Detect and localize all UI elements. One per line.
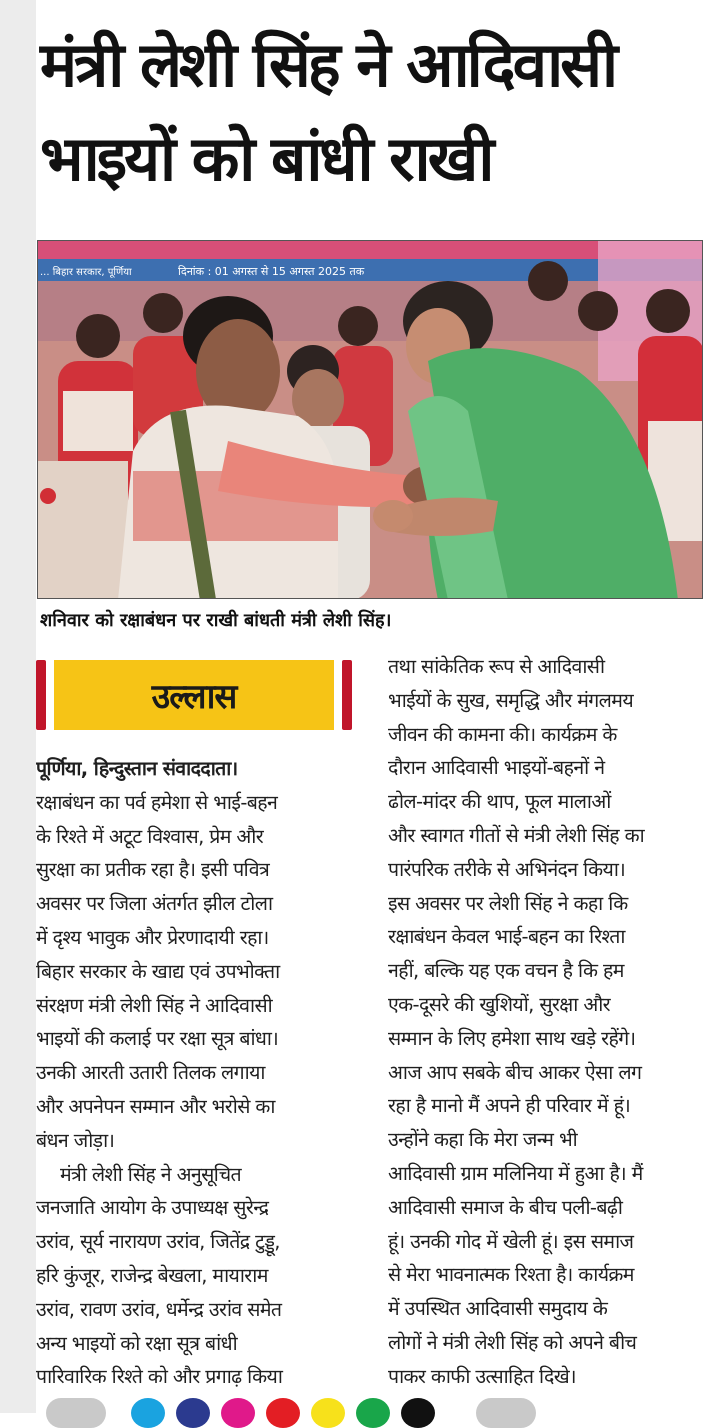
headline-line-1: मंत्री लेशी सिंह ने आदिवासी	[40, 28, 616, 101]
text-line: रक्षाबंधन का पर्व हमेशा से भाई-बहन	[36, 790, 278, 814]
text-line: उन्होंने कहा कि मेरा जन्म भी	[388, 1128, 578, 1152]
text-line: अवसर पर जिला अंतर्गत झील टोला	[36, 892, 273, 916]
section-tag-fill	[54, 660, 334, 730]
text-line: आदिवासी ग्राम मलिनिया में हुआ है। मैं	[388, 1161, 643, 1185]
text-line: आदिवासी समाज के बीच पली-बढ़ी	[388, 1195, 623, 1219]
text-line: एक-दूसरे की खुशियों, सुरक्षा और	[388, 992, 611, 1016]
text-line: के रिश्ते में अटूट विश्वास, प्रेम और	[36, 824, 264, 848]
text-line: हरि कुंजूर, राजेन्द्र बेखला, मायाराम	[36, 1263, 268, 1287]
registration-color-dots	[36, 1398, 722, 1413]
registration-dot	[266, 1398, 300, 1428]
headline-line-2: भाइयों को बांधी राखी	[40, 122, 492, 195]
text-line: सुरक्षा का प्रतीक रहा है। इसी पवित्र	[36, 858, 270, 882]
registration-dot	[356, 1398, 390, 1428]
text-line: उनकी आरती उतारी तिलक लगाया	[36, 1061, 265, 1085]
text-line: लोगों ने मंत्री लेशी सिंह को अपने बीच	[388, 1330, 637, 1354]
registration-dot	[401, 1398, 435, 1428]
registration-dot	[476, 1398, 536, 1428]
text-line: पाकर काफी उत्साहित दिखे।	[388, 1364, 576, 1388]
text-line: और अपनेपन सम्मान और भरोसे का	[36, 1094, 275, 1118]
text-line: नहीं, बल्कि यह एक वचन है कि हम	[388, 959, 624, 983]
article-column-left	[36, 660, 356, 1394]
article-text-right	[388, 650, 704, 1394]
registration-dot	[221, 1398, 255, 1428]
dateline: पूर्णिया, हिन्दुस्तान संवाददाता।	[36, 757, 238, 780]
text-line: जनजाति आयोग के उपाध्यक्ष सुरेन्द्र	[36, 1196, 269, 1220]
text-line: से मेरा भावनात्मक रिश्ता है। कार्यक्रम	[388, 1263, 634, 1287]
photo-caption: शनिवार को रक्षाबंधन पर राखी बांधती मंत्री लेशी सिंह।	[40, 610, 392, 631]
text-line: रहा है मानो मैं अपने ही परिवार में हूं।	[388, 1094, 631, 1118]
photo-illustration	[38, 241, 703, 599]
section-tag-label: उल्लास	[151, 677, 237, 717]
text-line: सम्मान के लिए हमेशा साथ खड़े रहेंगे।	[388, 1026, 636, 1050]
section-tag-right-bar	[342, 660, 352, 730]
registration-dot	[311, 1398, 345, 1428]
article-text-left	[36, 752, 356, 1394]
text-line: दौरान आदिवासी भाइयों-बहनों ने	[388, 756, 605, 780]
text-line: मंत्री लेशी सिंह ने अनुसूचित	[60, 1162, 242, 1186]
text-line: और स्वागत गीतों से मंत्री लेशी सिंह का	[388, 823, 645, 847]
text-line: बिहार सरकार के खाद्य एवं उपभोक्ता	[36, 959, 280, 983]
text-line: में दृश्य भावुक और प्रेरणादायी रहा।	[36, 925, 269, 949]
text-line: अन्य भाइयों को रक्षा सूत्र बांधी	[36, 1331, 238, 1355]
registration-dot	[46, 1398, 106, 1428]
registration-dot	[176, 1398, 210, 1428]
text-line: में उपस्थित आदिवासी समुदाय के	[388, 1297, 608, 1321]
text-line: इस अवसर पर लेशी सिंह ने कहा कि	[388, 891, 628, 915]
text-line: संरक्षण मंत्री लेशी सिंह ने आदिवासी	[36, 993, 273, 1017]
section-tag	[36, 660, 352, 730]
text-line: उरांव, रावण उरांव, धर्मेन्द्र उरांव समेत	[36, 1297, 282, 1321]
section-tag-left-bar	[36, 660, 46, 730]
text-line: उरांव, सूर्य नारायण उरांव, जितेंद्र टुड्डू,	[36, 1230, 280, 1254]
headline	[40, 18, 710, 206]
text-line: पारंपरिक तरीके से अभिनंदन किया।	[388, 857, 626, 881]
news-photo	[37, 240, 703, 599]
text-line: जीवन की कामना की। कार्यक्रम के	[388, 722, 617, 746]
registration-dot	[131, 1398, 165, 1428]
text-line: बंधन जोड़ा।	[36, 1128, 115, 1152]
text-line: तथा सांकेतिक रूप से आदिवासी	[388, 655, 605, 678]
text-line: पारिवारिक रिश्ते को और प्रगाढ़ किया	[36, 1365, 283, 1389]
text-line: भाइयों की कलाई पर रक्षा सूत्र बांधा।	[36, 1027, 279, 1051]
photo-banner-left-text: ... बिहार सरकार, पूर्णिया	[40, 267, 132, 278]
article-column-right	[388, 650, 704, 1394]
text-line: रक्षाबंधन केवल भाई-बहन का रिश्ता	[388, 925, 625, 949]
page-margin-strip	[0, 0, 36, 1413]
photo-banner-text: दिनांक : 01 अगस्त से 15 अगस्त 2025 तक	[178, 265, 365, 278]
text-line: आज आप सबके बीच आकर ऐसा लग	[388, 1060, 642, 1084]
text-line: भाईयों के सुख, समृद्धि और मंगलमय	[388, 688, 634, 712]
text-line: हूं। उनकी गोद में खेली हूं। इस समाज	[388, 1229, 634, 1253]
text-line: ढोल-मांदर की थाप, फूल मालाओं	[388, 790, 611, 814]
